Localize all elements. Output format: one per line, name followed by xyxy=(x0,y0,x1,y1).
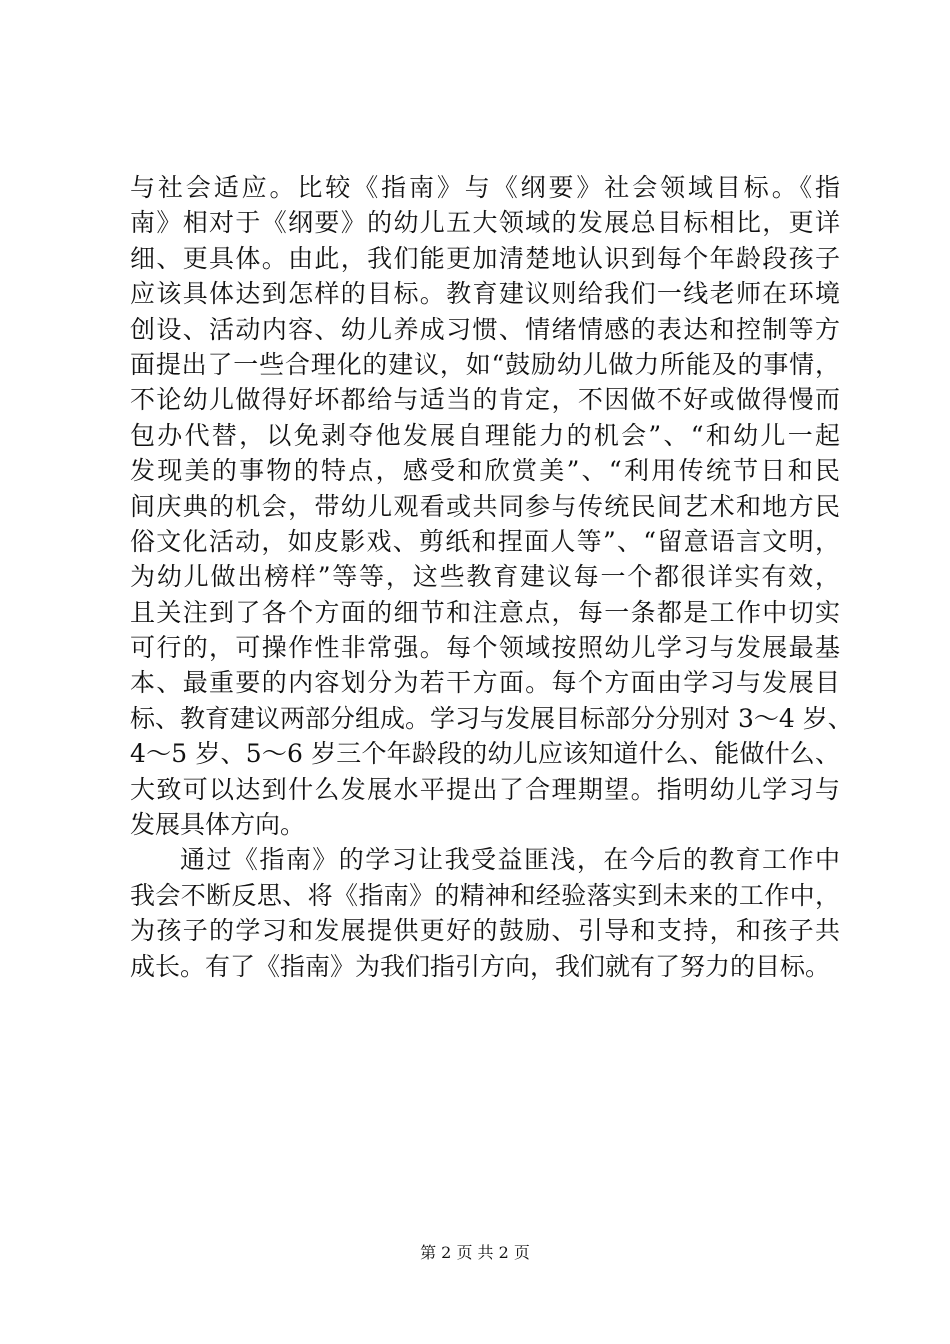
text-line: 为孩子的学习和发展提供更好的鼓励、引导和支持，和孩子共 xyxy=(130,916,840,946)
text-line: 且关注到了各个方面的细节和注意点，每一条都是工作中切实 xyxy=(130,597,840,627)
text-line: 可行的，可操作性非常强。每个领域按照幼儿学习与发展最基 xyxy=(130,633,840,663)
document-body xyxy=(130,170,853,984)
text-line: 细、更具体。由此，我们能更加清楚地认识到每个年龄段孩子 xyxy=(130,243,840,273)
text-line: 通过《指南》的学习让我受益匪浅，在今后的教育工作中 xyxy=(180,845,840,875)
text-line: 大致可以达到什么发展水平提出了合理期望。指明幼儿学习与 xyxy=(130,774,840,804)
text-line: 创设、活动内容、幼儿养成习惯、情绪情感的表达和控制等方 xyxy=(130,314,840,344)
text-line: 南》相对于《纲要》的幼儿五大领域的发展总目标相比，更详 xyxy=(130,208,840,238)
text-line: 发现美的事物的特点，感受和欣赏美”、“利用传统节日和民 xyxy=(130,456,840,486)
paragraph-1 xyxy=(130,170,853,842)
text-line: 4～5 岁、5～6 岁三个年龄段的幼儿应该知道什么、能做什么、 xyxy=(130,739,840,769)
text-line: 面提出了一些合理化的建议，如“鼓励幼儿做力所能及的事情， xyxy=(130,349,840,379)
text-line: 应该具体达到怎样的目标。教育建议则给我们一线老师在环境 xyxy=(130,279,840,309)
text-line: 包办代替，以免剥夺他发展自理能力的机会”、“和幼儿一起 xyxy=(130,420,840,450)
text-line: 俗文化活动，如皮影戏、剪纸和捏面人等”、“留意语言文明， xyxy=(130,526,840,556)
text-line: 我会不断反思、将《指南》的精神和经验落实到未来的工作中， xyxy=(130,880,840,910)
page-number-footer: 第 2 页 共 2 页 xyxy=(420,1243,530,1262)
text-line: 本、最重要的内容划分为若干方面。每个方面由学习与发展目 xyxy=(130,668,840,698)
text-line: 不论幼儿做得好坏都给与适当的肯定，不因做不好或做得慢而 xyxy=(130,385,840,415)
text-line: 标、教育建议两部分组成。学习与发展目标部分分别对 3～4 岁、 xyxy=(130,703,853,733)
text-line: 与社会适应。比较《指南》与《纲要》社会领域目标。《指 xyxy=(130,173,840,202)
text-line: 成长。有了《指南》为我们指引方向，我们就有了努力的目标。 xyxy=(130,951,831,981)
text-line: 发展具体方向。 xyxy=(130,810,306,840)
paragraph-2 xyxy=(130,842,840,984)
text-line: 为幼儿做出榜样”等等，这些教育建议每一个都很详实有效， xyxy=(130,562,840,592)
text-line: 间庆典的机会，带幼儿观看或共同参与传统民间艺术和地方民 xyxy=(130,491,840,521)
